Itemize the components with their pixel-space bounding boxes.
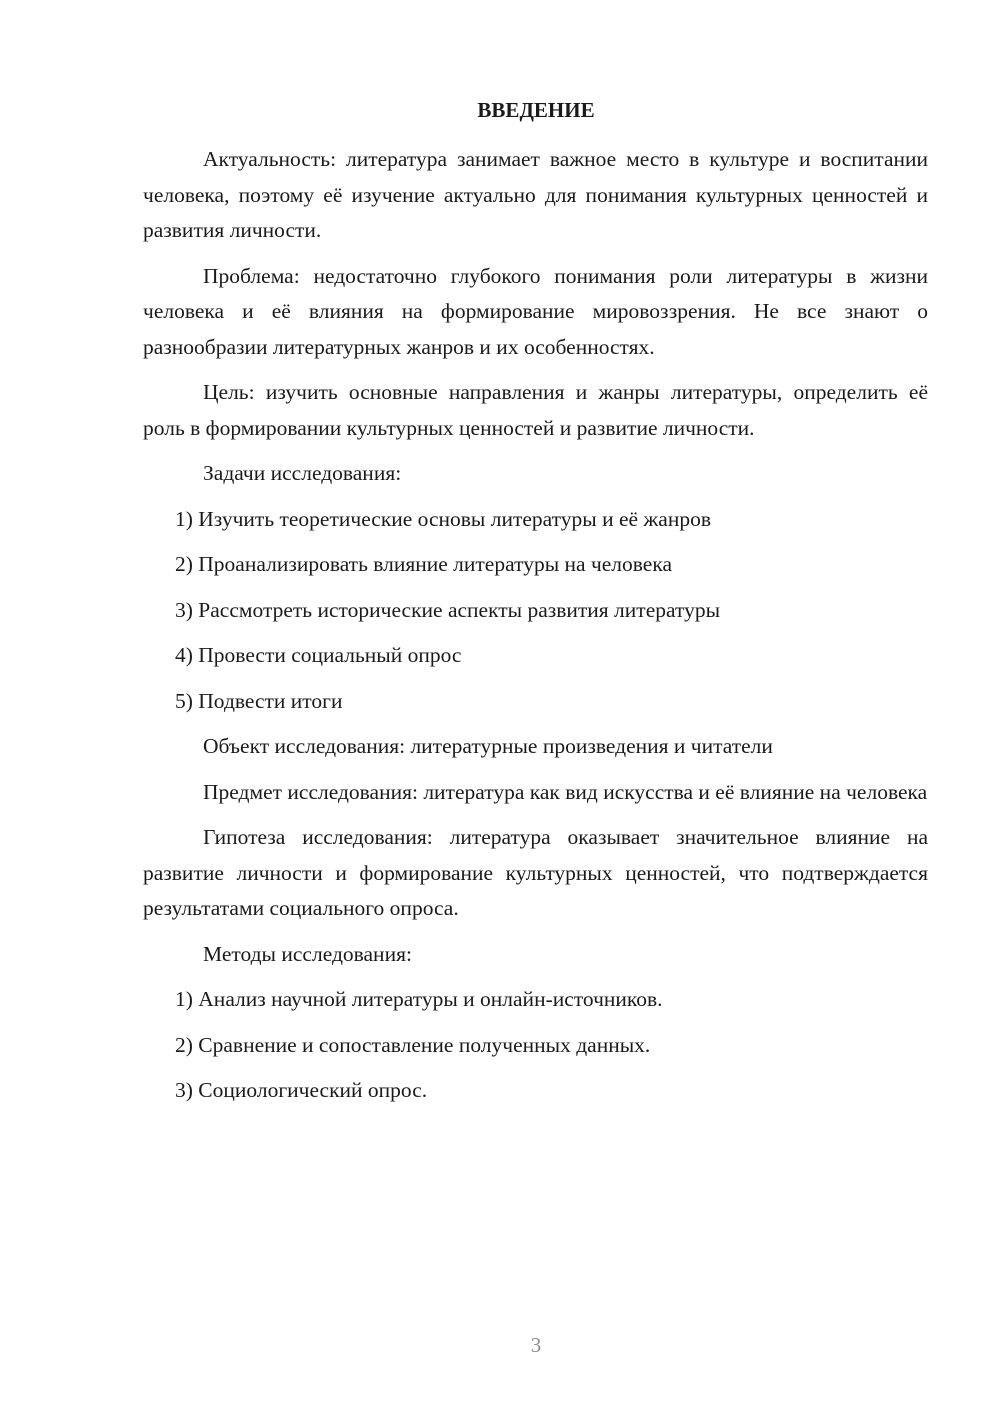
list-item: 4) Провести социальный опрос [175, 643, 462, 667]
list-item: 5) Подвести итоги [175, 688, 343, 713]
methods-title: Методы исследования: [203, 941, 412, 966]
list-item: 2) Сравнение и сопоставление полученных данных. [175, 1032, 651, 1057]
problem-paragraph: Проблема: недостаточно глубокого понимания роли литературы в жизни человека и её влияния на формирование мировоззрения. Не все знают о разнообразии литературных жанров и их особенностях. [143, 263, 928, 359]
page-number: 3 [530, 1333, 542, 1357]
page-title: ВВЕДЕНИЕ [477, 98, 595, 122]
list-item: 3) Рассмотреть исторические аспекты развития литературы [175, 597, 721, 622]
document-body [143, 142, 928, 1119]
subject-paragraph: Предмет исследования: литература как вид искусства и её влияние на человека [203, 779, 928, 804]
hypothesis-paragraph: Гипотеза исследования: литература оказывает значительное влияние на развитие личности и формирование культурных ценностей, что подтверждается результатами социального опроса. [143, 825, 928, 920]
list-item: 1) Анализ научной литературы и онлайн-источников. [175, 987, 663, 1011]
relevance-paragraph: Актуальность: литература занимает важное место в культуре и воспитании человека, поэтому её изучение актуально для понимания культурных ценностей и развития личности. [143, 147, 928, 242]
list-item: 2) Проанализировать влияние литературы на человека [175, 552, 673, 576]
object-paragraph: Объект исследования: литературные произведения и читатели [203, 734, 773, 758]
methods-list [143, 982, 928, 1109]
list-item: 1) Изучить теоретические основы литературы и её жанров [175, 506, 711, 531]
tasks-list [143, 502, 928, 720]
tasks-title: Задачи исследования: [203, 461, 402, 485]
list-item: 3) Социологический опрос. [175, 1078, 428, 1102]
goal-paragraph: Цель: изучить основные направления и жанры литературы, определить её роль в формировании культурных ценностей и развитие личности. [143, 380, 928, 440]
